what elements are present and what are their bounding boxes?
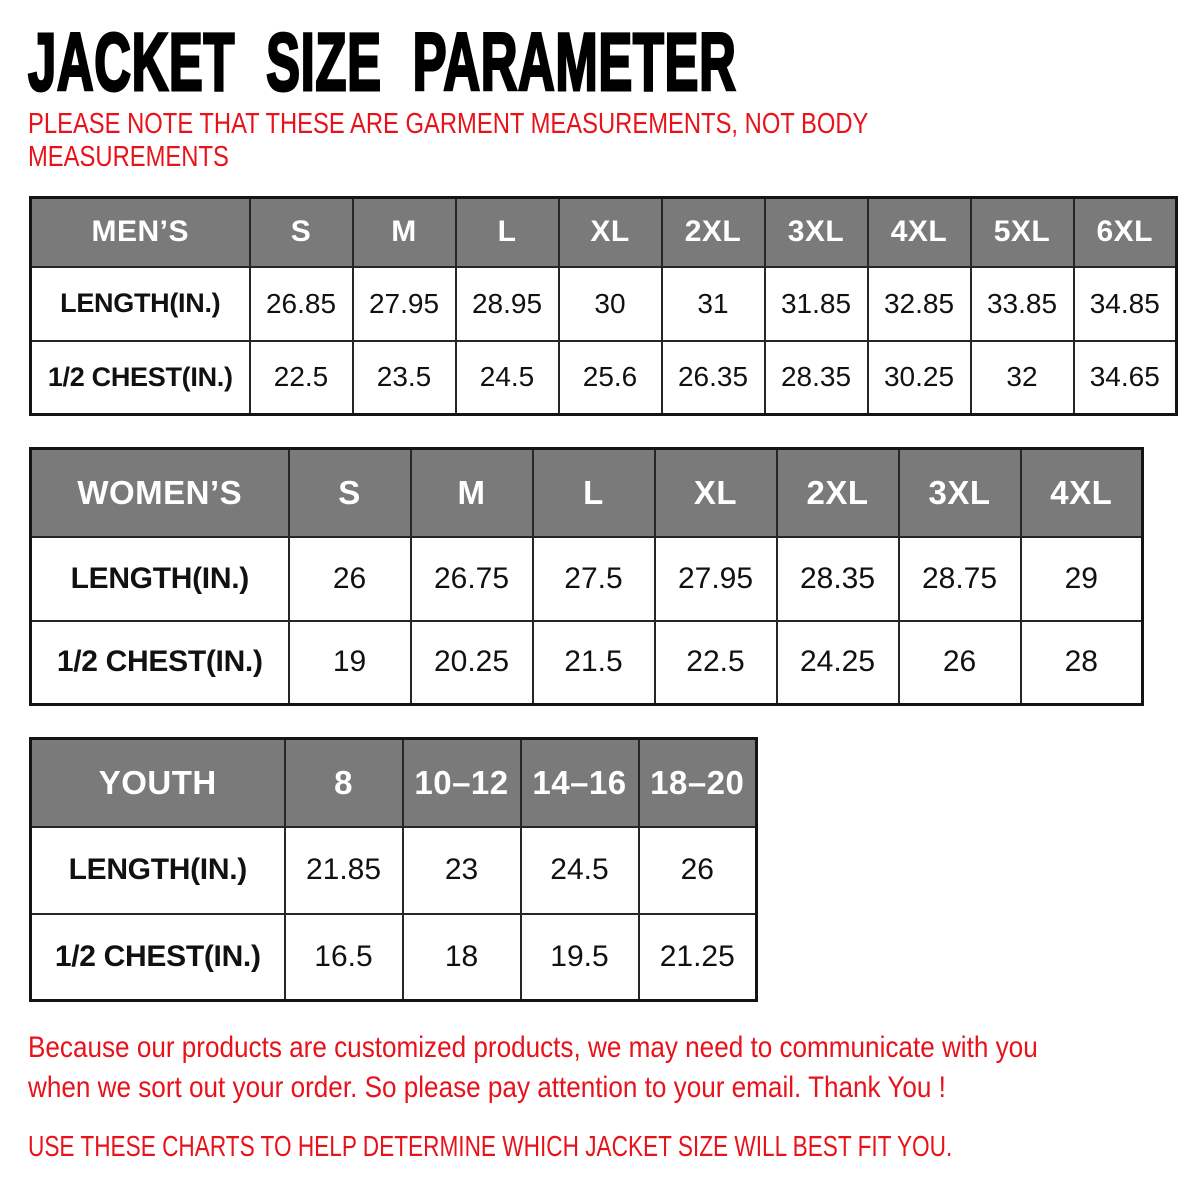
mens-value-cell: 32 [971, 341, 1074, 415]
womens-value-cell: 19 [289, 621, 411, 705]
womens-measurement-row [31, 537, 1143, 621]
mens-value-cell: 32.85 [868, 267, 971, 341]
womens-value-cell: 28 [1021, 621, 1143, 705]
mens-size-header: M [353, 198, 456, 267]
mens-value-cell: 23.5 [353, 341, 456, 415]
womens-size-header: S [289, 449, 411, 537]
mens-value-cell: 30.25 [868, 341, 971, 415]
mens-value-cell: 33.85 [971, 267, 1074, 341]
womens-value-cell: 21.5 [533, 621, 655, 705]
womens-size-header: 3XL [899, 449, 1021, 537]
womens-row-label: LENGTH(IN.) [31, 537, 289, 621]
womens-value-cell: 27.5 [533, 537, 655, 621]
mens-size-header: XL [559, 198, 662, 267]
womens-size-header: L [533, 449, 655, 537]
garment-measurement-note-line-2: MEASUREMENTS [28, 141, 229, 173]
womens-value-cell: 28.35 [777, 537, 899, 621]
mens-size-table [29, 196, 1178, 416]
womens-size-table [29, 447, 1144, 706]
mens-value-cell: 22.5 [250, 341, 353, 415]
mens-size-header: 5XL [971, 198, 1074, 267]
youth-measurement-row [31, 827, 757, 914]
mens-value-cell: 34.65 [1074, 341, 1177, 415]
womens-value-cell: 27.95 [655, 537, 777, 621]
womens-size-header: 4XL [1021, 449, 1143, 537]
youth-size-header: 10–12 [403, 739, 521, 827]
page-title: JACKET SIZE PARAMETER [28, 17, 737, 108]
usage-instruction: USE THESE CHARTS TO HELP DETERMINE WHICH JACKET SIZE WILL BEST FIT YOU. [28, 1131, 953, 1163]
customization-notice-line-2: when we sort out your order. So please pay attention to your email. Thank You ! [28, 1071, 946, 1104]
youth-group-header: YOUTH [31, 739, 285, 827]
youth-value-cell: 16.5 [285, 914, 403, 1001]
womens-value-cell: 26 [899, 621, 1021, 705]
mens-value-cell: 31.85 [765, 267, 868, 341]
mens-value-cell: 34.85 [1074, 267, 1177, 341]
customization-notice-line-1: Because our products are customized products, we may need to communicate with you [28, 1031, 1038, 1064]
womens-value-cell: 22.5 [655, 621, 777, 705]
womens-size-header: M [411, 449, 533, 537]
mens-value-cell: 27.95 [353, 267, 456, 341]
youth-value-cell: 19.5 [521, 914, 639, 1001]
youth-row-label: LENGTH(IN.) [31, 827, 285, 914]
mens-size-header: S [250, 198, 353, 267]
womens-size-header: 2XL [777, 449, 899, 537]
womens-group-header: WOMEN’S [31, 449, 289, 537]
womens-measurement-row [31, 621, 1143, 705]
customization-notice [28, 1028, 1189, 1108]
garment-measurement-note [28, 108, 1053, 174]
mens-value-cell: 30 [559, 267, 662, 341]
mens-size-header: 4XL [868, 198, 971, 267]
womens-value-cell: 20.25 [411, 621, 533, 705]
womens-value-cell: 28.75 [899, 537, 1021, 621]
mens-measurement-row [31, 341, 1177, 415]
youth-size-header: 14–16 [521, 739, 639, 827]
youth-size-header: 8 [285, 739, 403, 827]
mens-size-header: 2XL [662, 198, 765, 267]
mens-size-header: 6XL [1074, 198, 1177, 267]
mens-size-header: 3XL [765, 198, 868, 267]
womens-value-cell: 24.25 [777, 621, 899, 705]
youth-value-cell: 18 [403, 914, 521, 1001]
youth-value-cell: 21.85 [285, 827, 403, 914]
mens-value-cell: 28.95 [456, 267, 559, 341]
mens-value-cell: 28.35 [765, 341, 868, 415]
youth-row-label: 1/2 CHEST(IN.) [31, 914, 285, 1001]
mens-row-label: 1/2 CHEST(IN.) [31, 341, 250, 415]
youth-value-cell: 23 [403, 827, 521, 914]
mens-row-label: LENGTH(IN.) [31, 267, 250, 341]
youth-size-table [29, 737, 758, 1002]
mens-value-cell: 24.5 [456, 341, 559, 415]
mens-measurement-row [31, 267, 1177, 341]
womens-value-cell: 26.75 [411, 537, 533, 621]
youth-value-cell: 21.25 [639, 914, 757, 1001]
mens-value-cell: 31 [662, 267, 765, 341]
mens-value-cell: 26.35 [662, 341, 765, 415]
womens-row-label: 1/2 CHEST(IN.) [31, 621, 289, 705]
mens-value-cell: 25.6 [559, 341, 662, 415]
mens-group-header: MEN’S [31, 198, 250, 267]
mens-size-header: L [456, 198, 559, 267]
womens-size-header: XL [655, 449, 777, 537]
youth-value-cell: 24.5 [521, 827, 639, 914]
youth-value-cell: 26 [639, 827, 757, 914]
youth-size-header: 18–20 [639, 739, 757, 827]
womens-value-cell: 26 [289, 537, 411, 621]
mens-value-cell: 26.85 [250, 267, 353, 341]
womens-value-cell: 29 [1021, 537, 1143, 621]
garment-measurement-note-line-1: PLEASE NOTE THAT THESE ARE GARMENT MEASUREMENTS, NOT BODY [28, 108, 869, 140]
youth-measurement-row [31, 914, 757, 1001]
